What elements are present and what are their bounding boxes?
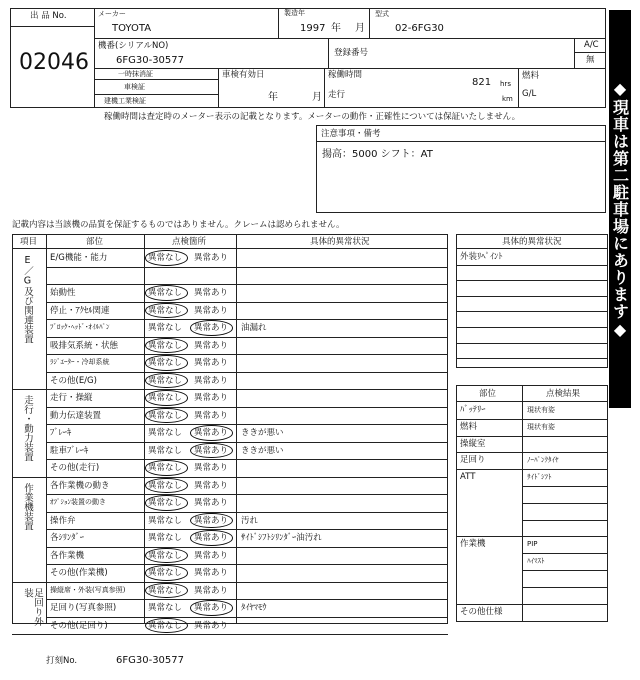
table-row-abnormal: 異常あり — [194, 585, 229, 596]
check-circle-mark — [190, 530, 233, 546]
remarks-label: 注意事項・備考 — [321, 129, 381, 139]
equipment-result: ﾊｲﾏｽﾄ — [527, 557, 545, 566]
table-row-part: ﾌﾞﾚｰｷ — [50, 428, 72, 438]
fuel-label: 燃料 — [522, 71, 540, 81]
lot-number: 02046 — [19, 50, 89, 75]
table-row-part: 駐車ﾌﾞﾚｰｷ — [50, 445, 89, 456]
hours-note: 稼働時間は査定時のメーター表示の記載となります。メーターの動作・正確性については保証いたしません。 — [104, 112, 521, 122]
table-row-normal: 異常なし — [148, 603, 183, 613]
equipment-part: 操縦室 — [460, 438, 486, 449]
table-row-detail: ききが悪い — [241, 445, 284, 456]
equipment-result: ｻｲﾄﾞｼﾌﾄ — [527, 473, 552, 482]
group-label: 走行・動力装置 — [21, 395, 33, 462]
km-unit: km — [502, 95, 513, 103]
table-row-part: 走行・操縦 — [50, 393, 93, 403]
check-circle-mark — [145, 338, 188, 354]
temp-plate-label: 一時抹消証 — [118, 70, 153, 78]
serial-value: 6FG30-30577 — [116, 55, 185, 66]
table-row-detail: ﾀｲﾔﾏﾓｳ — [241, 603, 267, 613]
check-circle-mark — [145, 495, 188, 511]
equipment-part: 作業機 — [460, 539, 486, 550]
check-circle-mark — [190, 513, 233, 529]
table-row-part: 足回り(写真参照) — [50, 603, 117, 613]
month-unit: 月 — [355, 23, 365, 34]
header-part: 部位 — [86, 237, 104, 247]
check-circle-mark — [145, 618, 188, 634]
table-row-normal: 異常なし — [148, 253, 183, 263]
table-row-part: その他(E/G) — [50, 375, 97, 386]
table-row-abnormal: 異常あり — [194, 480, 229, 491]
group-label: 作業機装置 — [21, 482, 33, 530]
maker-label: メーカー — [98, 10, 126, 18]
table-row-part: 吸排気系統・状態 — [50, 340, 119, 351]
equipment-part: ﾊﾞｯﾃﾘｰ — [460, 405, 486, 415]
check-circle-mark — [145, 548, 188, 564]
equipment-result: ﾉｰﾊﾟﾝｸﾀｲﾔ — [527, 456, 559, 465]
table-row-normal: 異常なし — [148, 568, 183, 578]
table-row-normal: 異常なし — [148, 533, 183, 543]
disclaimer: 記載内容は当該機の品質を保証するものではありません。クレームは認められません。 — [12, 220, 345, 230]
equipment-part: ATT — [460, 472, 476, 483]
check-circle-mark — [145, 460, 188, 476]
table-row-normal: 異常なし — [148, 305, 183, 316]
equipment-part-header: 部位 — [479, 389, 497, 399]
check-circle-mark — [145, 303, 188, 319]
inspect-valid-label: 車検有効日 — [222, 70, 265, 80]
table-row-abnormal: 異常あり — [194, 410, 229, 421]
table-row-detail: 汚れ — [241, 515, 259, 526]
header-detail: 具体的異常状況 — [310, 237, 370, 247]
vehicle-cert-label: 建機工業検証 — [104, 97, 146, 105]
table-row-detail: 油漏れ — [241, 323, 267, 333]
table-row-abnormal: 異常あり — [194, 533, 229, 543]
table-row-abnormal: 異常あり — [194, 498, 229, 508]
check-circle-mark — [190, 443, 233, 459]
table-row-part: ﾌﾞﾛｯｸ･ﾍｯﾄﾞ･ｵｲﾙﾊﾟﾝ — [50, 323, 110, 331]
equipment-result: 現状有姿 — [527, 406, 555, 414]
extra-finding-item: 外装ﾘﾍﾟｲﾝﾄ — [460, 252, 503, 262]
table-row-detail: ｻｲﾄﾞｼﾌﾄｼﾘﾝﾀﾞｰ油汚れ — [241, 533, 322, 543]
equipment-result-header: 点検結果 — [546, 389, 581, 399]
table-row-abnormal: 異常あり — [194, 323, 229, 333]
table-row-normal: 異常なし — [148, 428, 183, 438]
check-circle-mark — [145, 250, 188, 266]
table-row-part: その他(足回り) — [50, 620, 108, 631]
check-circle-mark — [145, 565, 188, 581]
check-circle-mark — [145, 478, 188, 494]
table-row-part: 操作弁 — [50, 515, 76, 526]
check-circle-mark — [145, 583, 188, 599]
serial-label: 機番(シリアルNO) — [98, 41, 169, 51]
distance-label: 走行 — [328, 90, 346, 100]
table-row-part: ｵﾌﾟｼｮﾝ装置の動き — [50, 498, 106, 506]
table-row-part: 操縦席・外装(写真参照) — [50, 585, 126, 594]
table-row-part: 各作業機の動き — [50, 480, 110, 491]
model-label: 型式 — [375, 10, 389, 18]
table-row-normal: 異常なし — [148, 620, 183, 631]
table-row-part: 各ｼﾘﾝﾀﾞｰ — [50, 533, 85, 543]
equipment-result: 現状有姿 — [527, 422, 555, 431]
table-row-abnormal: 異常あり — [194, 620, 229, 631]
table-row-normal: 異常なし — [148, 445, 183, 456]
equipment-part: 足回り — [460, 455, 486, 466]
maker-value: TOYOTA — [112, 23, 152, 34]
ac-label: A/C — [584, 40, 599, 50]
table-row-abnormal: 異常あり — [194, 445, 229, 456]
header-check: 点検箇所 — [172, 237, 207, 247]
table-row-abnormal: 異常あり — [194, 428, 229, 438]
table-row-part: 動力伝達装置 — [50, 410, 102, 421]
table-row-normal: 異常なし — [148, 323, 183, 333]
table-row-part: 始動性 — [50, 288, 76, 298]
model-value: 02-6FG30 — [395, 23, 444, 34]
inspection-cert-label: 車検証 — [124, 83, 145, 91]
table-row-normal: 異常なし — [148, 393, 183, 403]
equipment-result: PIP — [527, 540, 538, 549]
extra-findings-header: 具体的異常状況 — [502, 237, 562, 247]
table-row-abnormal: 異常あり — [194, 463, 229, 473]
stamp-value: 6FG30-30577 — [116, 655, 185, 666]
location-banner: ◆現車は第二駐車場にあります◆ — [609, 10, 631, 408]
table-row-normal: 異常なし — [148, 585, 183, 596]
table-row-normal: 異常なし — [148, 410, 183, 421]
table-row-part: 各作業機 — [50, 550, 85, 561]
table-row-normal: 異常なし — [148, 375, 183, 386]
header-item: 項目 — [20, 237, 38, 247]
table-row-part: その他(作業機) — [50, 568, 108, 578]
table-row-normal: 異常なし — [148, 480, 183, 491]
lot-label: 出 品 No. — [30, 11, 67, 21]
table-row-abnormal: 異常あり — [194, 568, 229, 578]
table-row-normal: 異常なし — [148, 288, 183, 298]
table-row-abnormal: 異常あり — [194, 375, 229, 386]
check-circle-mark — [190, 425, 233, 441]
table-row-part: E/G機能・能力 — [50, 253, 108, 263]
table-row-abnormal: 異常あり — [194, 603, 229, 613]
table-row-abnormal: 異常あり — [194, 358, 229, 368]
table-row-part: その他(走行) — [50, 463, 100, 473]
check-circle-mark — [145, 390, 188, 406]
table-row-detail: ききが悪い — [241, 428, 284, 438]
year-label: 製造年 — [284, 9, 305, 17]
table-row-abnormal: 異常あり — [194, 288, 229, 298]
check-circle-mark — [145, 408, 188, 424]
table-row-part: 停止・ｱｸｾﾙ関連 — [50, 305, 110, 316]
group-label: 足回り外装 — [21, 587, 43, 626]
inspect-year-unit: 年 — [268, 92, 278, 103]
table-row-normal: 異常なし — [148, 550, 183, 561]
equipment-part: その他仕様 — [460, 606, 503, 617]
table-row-abnormal: 異常あり — [194, 550, 229, 561]
table-row-abnormal: 異常あり — [194, 253, 229, 263]
table-row-normal: 異常なし — [148, 358, 183, 368]
table-row-normal: 異常なし — [148, 515, 183, 526]
check-circle-mark — [190, 600, 233, 616]
hours-value: 821 — [472, 77, 492, 88]
hours-unit: hrs — [500, 80, 511, 88]
registration-label: 登録番号 — [334, 48, 369, 58]
table-row-abnormal: 異常あり — [194, 340, 229, 351]
table-row-abnormal: 異常あり — [194, 515, 229, 526]
table-row-abnormal: 異常あり — [194, 393, 229, 403]
table-row-abnormal: 異常あり — [194, 305, 229, 316]
equipment-part: 燃料 — [460, 421, 478, 432]
table-row-part: ﾗｼﾞｴｰﾀｰ・冷却系統 — [50, 358, 110, 366]
check-circle-mark — [145, 373, 188, 389]
year-value: 1997 — [300, 23, 326, 34]
year-unit: 年 — [331, 23, 341, 34]
check-circle-mark — [145, 285, 188, 301]
hours-label: 稼働時間 — [328, 70, 363, 80]
fuel-value: G/L — [522, 89, 537, 99]
table-row-normal: 異常なし — [148, 498, 183, 508]
ac-value: 無 — [586, 55, 595, 65]
table-row-normal: 異常なし — [148, 340, 183, 351]
remarks-value: 揚高：5000 シフト：AT — [322, 149, 433, 160]
check-circle-mark — [145, 355, 188, 371]
inspect-month-unit: 月 — [312, 92, 322, 103]
table-row-normal: 異常なし — [148, 463, 183, 473]
check-circle-mark — [190, 320, 233, 336]
stamp-label: 打刻No. — [46, 656, 78, 666]
group-label: E／G及び関連装置 — [21, 255, 33, 344]
